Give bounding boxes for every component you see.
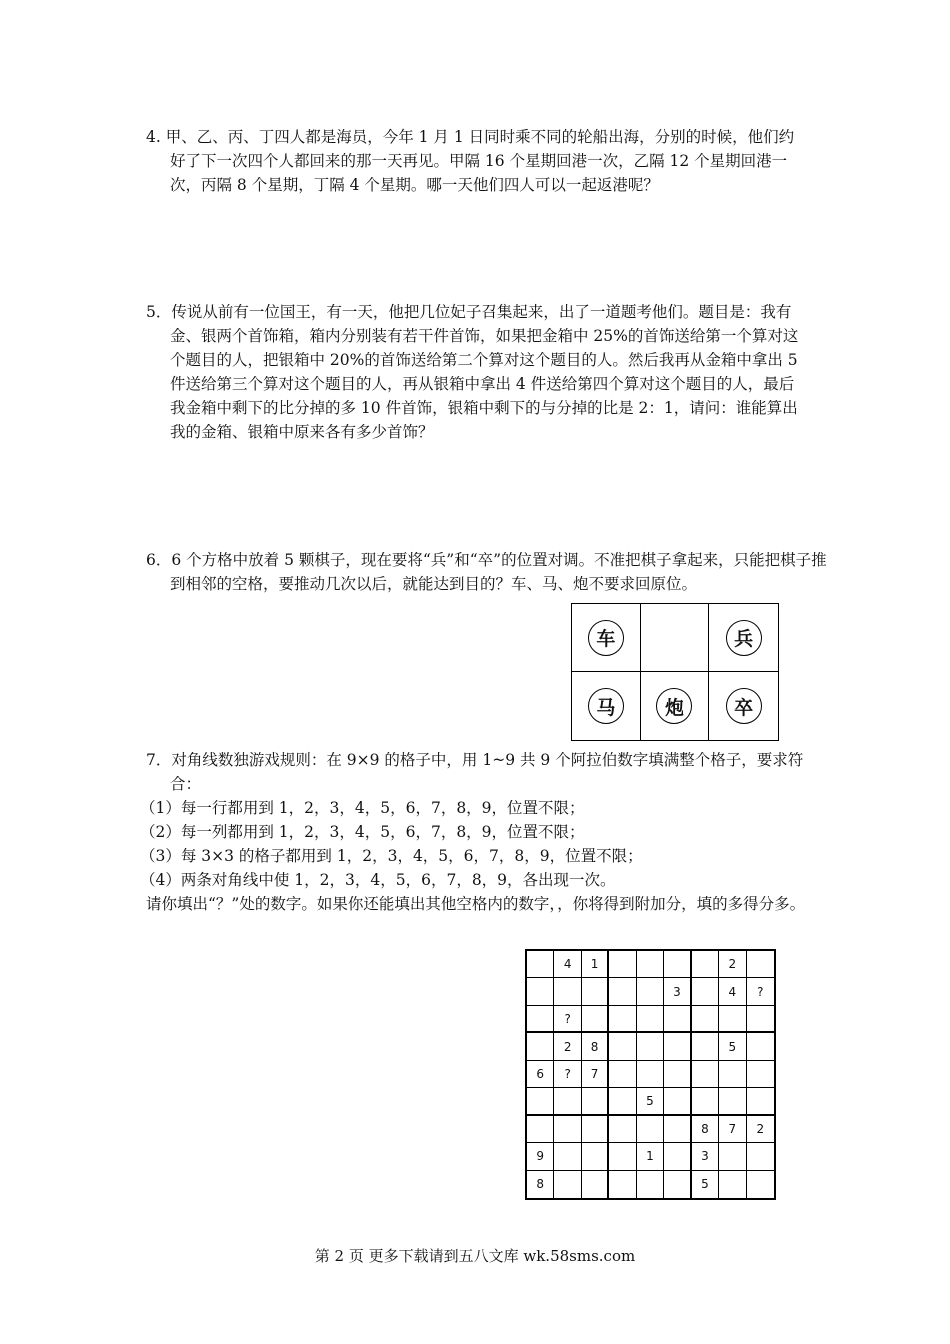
sudoku-cell[interactable] [664, 1088, 691, 1115]
question-7-ask: 请你填出“？”处的数字。如果你还能填出其他空格内的数字，，你将得到附加分，填的多得分多。 [146, 895, 806, 913]
sudoku-cell[interactable] [637, 1061, 664, 1088]
sudoku-cell[interactable] [692, 1033, 719, 1060]
sudoku-cell[interactable] [747, 1088, 774, 1115]
sudoku-cell[interactable] [692, 978, 719, 1005]
page-footer: 第 2 页 更多下载请到五八文库 wk.58sms.com [314, 1247, 636, 1265]
sudoku-cell[interactable]: 2 [747, 1116, 774, 1143]
sudoku-cell[interactable]: 2 [719, 951, 746, 978]
chess-piece-bing: 兵 [726, 620, 762, 656]
question-4 [146, 125, 808, 197]
sudoku-cell[interactable] [719, 1006, 746, 1033]
sudoku-cell[interactable]: 8 [582, 1033, 609, 1060]
sudoku-cell[interactable] [609, 1143, 636, 1170]
sudoku-cell[interactable] [692, 1061, 719, 1088]
sudoku-cell[interactable]: 7 [719, 1116, 746, 1143]
rule-4: （4）两条对角线中使 1，2，3，4，5，6，7，8，9，各出现一次。 [140, 871, 616, 889]
sudoku-cell[interactable] [554, 978, 581, 1005]
sudoku-cell[interactable]: 5 [719, 1033, 746, 1060]
sudoku-cell[interactable] [664, 1116, 691, 1143]
sudoku-cell[interactable]: 5 [637, 1088, 664, 1115]
sudoku-cell[interactable] [609, 951, 636, 978]
sudoku-cell[interactable] [582, 1006, 609, 1033]
sudoku-cell[interactable]: 2 [554, 1033, 581, 1060]
sudoku-cell[interactable]: 1 [582, 951, 609, 978]
sudoku-cell[interactable] [527, 1116, 554, 1143]
sudoku-cell[interactable] [664, 1006, 691, 1033]
sudoku-cell[interactable] [664, 951, 691, 978]
sudoku-cell[interactable] [582, 1171, 609, 1198]
sudoku-cell[interactable] [582, 1143, 609, 1170]
sudoku-cell[interactable] [692, 1088, 719, 1115]
sudoku-cell[interactable] [664, 1061, 691, 1088]
board-cell [709, 672, 778, 740]
sudoku-cell[interactable] [527, 1088, 554, 1115]
board-cell-empty [641, 604, 710, 672]
sudoku-cell[interactable]: 4 [719, 978, 746, 1005]
sudoku-cell[interactable]: ? [554, 1006, 581, 1033]
sudoku-cell[interactable] [747, 1033, 774, 1060]
sudoku-cell[interactable] [554, 1088, 581, 1115]
sudoku-cell[interactable] [554, 1116, 581, 1143]
sudoku-cell[interactable] [637, 978, 664, 1005]
rule-1: （1）每一行都用到 1，2，3，4，5，6，7，8，9，位置不限； [140, 799, 585, 817]
sudoku-cell[interactable] [554, 1171, 581, 1198]
sudoku-cell[interactable]: ? [554, 1061, 581, 1088]
sudoku-cell[interactable] [719, 1061, 746, 1088]
sudoku-cell[interactable] [609, 1116, 636, 1143]
sudoku-cell[interactable]: 8 [527, 1171, 554, 1198]
question-6-text: 6．6 个方格中放着 5 颗棋子，现在要将“兵”和“卒”的位置对调。不准把棋子拿起来，只能把棋子推到相邻的空格，要推动几次以后，就能达到目的？车、马、炮不要求回原位。 [146, 551, 827, 593]
sudoku-cell[interactable] [664, 1171, 691, 1198]
chess-piece-zu: 卒 [726, 688, 762, 724]
board-cell [572, 672, 641, 740]
sudoku-cell[interactable] [527, 978, 554, 1005]
sudoku-cell[interactable] [692, 1006, 719, 1033]
sudoku-cell[interactable] [609, 1006, 636, 1033]
sudoku-cell[interactable]: 3 [692, 1143, 719, 1170]
sudoku-cell[interactable] [637, 1116, 664, 1143]
question-7 [140, 748, 808, 916]
chess-piece-che: 车 [588, 620, 624, 656]
sudoku-cell[interactable]: 3 [664, 978, 691, 1005]
sudoku-cell[interactable]: 6 [527, 1061, 554, 1088]
question-7-intro: 7．对角线数独游戏规则：在 9×9 的格子中，用 1~9 共 9 个阿拉伯数字填满整个格子，要求符合： [146, 751, 804, 793]
sudoku-cell[interactable]: 5 [692, 1171, 719, 1198]
sudoku-grid [525, 949, 776, 1200]
sudoku-cell[interactable] [747, 1061, 774, 1088]
chess-piece-pao: 炮 [656, 688, 692, 724]
sudoku-cell[interactable] [747, 1006, 774, 1033]
sudoku-cell[interactable]: 9 [527, 1143, 554, 1170]
question-6 [146, 548, 827, 596]
sudoku-cell[interactable] [692, 951, 719, 978]
sudoku-cell[interactable] [664, 1143, 691, 1170]
sudoku-cell[interactable] [664, 1033, 691, 1060]
sudoku-cell[interactable] [609, 1061, 636, 1088]
rule-3: （3）每 3×3 的格子都用到 1，2，3，4，5，6，7，8，9，位置不限； [140, 847, 643, 865]
sudoku-cell[interactable] [609, 1088, 636, 1115]
sudoku-cell[interactable] [719, 1143, 746, 1170]
sudoku-cell[interactable] [747, 951, 774, 978]
sudoku-cell[interactable] [609, 1033, 636, 1060]
sudoku-cell[interactable] [582, 1116, 609, 1143]
sudoku-cell[interactable] [637, 951, 664, 978]
sudoku-cell[interactable] [527, 1033, 554, 1060]
sudoku-cell[interactable]: 7 [582, 1061, 609, 1088]
board-cell [572, 604, 641, 672]
sudoku-cell[interactable]: 8 [692, 1116, 719, 1143]
sudoku-cell[interactable] [609, 1171, 636, 1198]
sudoku-cell[interactable]: ? [747, 978, 774, 1005]
sudoku-cell[interactable]: 1 [637, 1143, 664, 1170]
sudoku-cell[interactable] [582, 1088, 609, 1115]
sudoku-cell[interactable] [637, 1006, 664, 1033]
chess-board [571, 603, 779, 741]
sudoku-cell[interactable] [554, 1143, 581, 1170]
sudoku-cell[interactable] [637, 1033, 664, 1060]
rule-2: （2）每一列都用到 1，2，3，4，5，6，7，8，9，位置不限； [140, 823, 585, 841]
sudoku-cell[interactable] [609, 978, 636, 1005]
sudoku-cell[interactable] [719, 1088, 746, 1115]
sudoku-cell[interactable] [582, 978, 609, 1005]
sudoku-cell[interactable] [527, 951, 554, 978]
sudoku-cell[interactable] [527, 1006, 554, 1033]
question-5 [146, 300, 808, 444]
question-4-text: 4. 甲、乙、丙、丁四人都是海员，今年 1 月 1 日同时乘不同的轮船出海，分别的时候，他们约好了下一次四个人都回来的那一天再见。甲隔 16 个星期回港一次，乙隔 12 个星期回港一次，丙隔 8 个星期，丁隔 4 个星期。哪一天他们四人可以一起返港呢？ [146, 128, 795, 194]
sudoku-cell[interactable] [747, 1143, 774, 1170]
chess-piece-ma: 马 [588, 688, 624, 724]
question-5-text: 5．传说从前有一位国王，有一天，他把几位妃子召集起来，出了一道题考他们。题目是：我有金、银两个首饰箱，箱内分别装有若干件首饰，如果把金箱中 25%的首饰送给第一个算对这个题目的人，把银箱中 20%的首饰送给第二个算对这个题目的人。然后我再从金箱中拿出 5 件送给第三个算对这个题目的人，再从银箱中拿出 4 件送给第四个算对这个题目的人，最后我金箱中剩下的比分掉的多 10 件首饰，银箱中剩下的与分掉的比是 2：1，请问：谁能算出我的金箱、银箱中原来各有多少首饰？ [146, 303, 799, 441]
board-cell [709, 604, 778, 672]
sudoku-cell[interactable] [637, 1171, 664, 1198]
sudoku-cell[interactable] [719, 1171, 746, 1198]
sudoku-cell[interactable]: 4 [554, 951, 581, 978]
board-cell [641, 672, 710, 740]
sudoku-cell[interactable] [747, 1171, 774, 1198]
